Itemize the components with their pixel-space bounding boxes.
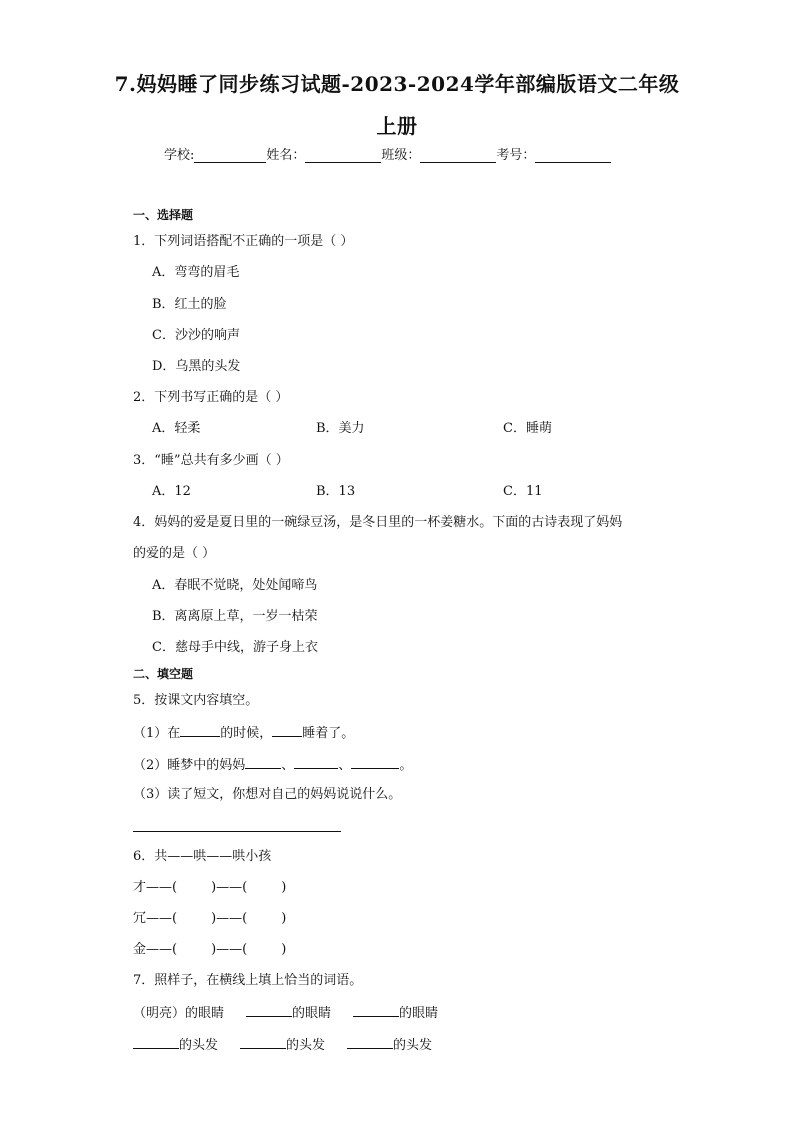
paren-left: ( xyxy=(242,911,248,926)
question-1-stem: 1．下列词语搭配不正确的一项是（ ） xyxy=(133,234,354,249)
q7-eyes-label: 的眼睛 xyxy=(399,1006,439,1021)
paren-right: ) xyxy=(281,942,287,957)
q5-p2-end: 。 xyxy=(399,758,413,773)
answer-blank xyxy=(180,723,220,737)
q7-hair-label: 的头发 xyxy=(393,1038,433,1053)
question-4-option-a: A．春眠不觉晓，处处闻啼鸟 xyxy=(152,578,318,593)
question-2-option-b: B．美力 xyxy=(316,421,365,436)
question-3-stem: 3．“睡”总共有多少画（ ） xyxy=(133,453,289,468)
q6-radical: 才 xyxy=(133,880,147,895)
dash: —— xyxy=(146,880,173,895)
q5-p2-sep: 、 xyxy=(281,758,295,773)
answer-blank xyxy=(133,1035,179,1049)
question-7-stem: 7．照样子，在横线上填上恰当的词语。 xyxy=(133,973,363,988)
paren-left: ( xyxy=(172,942,178,957)
class-label: 班级： xyxy=(381,148,421,163)
question-3-option-c: C．11 xyxy=(503,484,543,499)
question-3-option-b: B．13 xyxy=(316,484,356,499)
dash: —— xyxy=(146,911,173,926)
question-1-option-b: B．红土的脸 xyxy=(152,297,227,312)
answer-blank xyxy=(347,1035,393,1049)
paren-left: ( xyxy=(242,942,248,957)
q5-p1-text-b: 的时候， xyxy=(220,726,273,741)
q6-radical: 冗 xyxy=(133,911,147,926)
question-4-option-c: C．慈母手中线，游子身上衣 xyxy=(152,640,318,655)
question-6-row-1 xyxy=(133,879,286,897)
q5-p1-text-a: （1）在 xyxy=(133,726,181,741)
answer-line xyxy=(133,830,341,832)
question-2-option-a: A．轻柔 xyxy=(152,421,201,436)
q7-eyes-label: 的眼睛 xyxy=(292,1006,332,1021)
q7-hair-label: 的头发 xyxy=(286,1038,326,1053)
paren-right: ) xyxy=(211,911,217,926)
name-blank xyxy=(305,148,381,163)
question-3-option-a: A．12 xyxy=(152,484,191,499)
question-4-option-b: B．离离原上草，一岁一枯荣 xyxy=(152,609,318,624)
question-5-part-2 xyxy=(133,755,412,775)
paren-left: ( xyxy=(172,911,178,926)
answer-blank xyxy=(351,755,399,769)
dash: —— xyxy=(216,911,243,926)
question-6-row-3 xyxy=(133,941,286,959)
exam-no-label: 考号： xyxy=(496,148,536,163)
dash: —— xyxy=(146,942,173,957)
school-blank xyxy=(194,148,266,163)
paren-right: ) xyxy=(211,880,217,895)
question-4-stem-line2: 的爱的是（ ） xyxy=(133,546,216,561)
document-title-line2: 上册 xyxy=(376,114,418,138)
section-heading-fill: 二、填空题 xyxy=(133,667,194,681)
answer-blank xyxy=(245,755,281,769)
question-4-stem-line1: 4．妈妈的爱是夏日里的一碗绿豆汤，是冬日里的一杯姜糖水。下面的古诗表现了妈妈 xyxy=(133,515,623,530)
section-heading-choice: 一、选择题 xyxy=(133,208,194,222)
question-6-stem: 6．共——哄——哄小孩 xyxy=(133,849,272,864)
dash: —— xyxy=(216,942,243,957)
exam-no-blank xyxy=(535,148,611,163)
question-2-option-c: C．睡萌 xyxy=(503,421,552,436)
document-title-line1: 7.妈妈睡了同步练习试题-2023-2024学年部编版语文二年级 xyxy=(114,72,680,96)
dash: —— xyxy=(216,880,243,895)
question-5-stem: 5．按课文内容填空。 xyxy=(133,693,259,708)
q5-p2-text: （2）睡梦中的妈妈 xyxy=(133,758,246,773)
question-1-option-d: D．乌黑的头发 xyxy=(152,359,241,374)
answer-blank xyxy=(246,1003,292,1017)
question-5-part-3: （3）读了短文，你想对自己的妈妈说说什么。 xyxy=(133,787,402,802)
answer-blank xyxy=(240,1035,286,1049)
question-6-row-2 xyxy=(133,910,286,928)
student-info-line xyxy=(164,144,611,163)
paren-left: ( xyxy=(242,880,248,895)
q7-hair-label: 的头发 xyxy=(179,1038,219,1053)
paren-right: ) xyxy=(211,942,217,957)
q7-example: （明亮）的眼睛 xyxy=(133,1006,225,1021)
q5-p2-sep: 、 xyxy=(338,758,352,773)
q6-radical: 金 xyxy=(133,942,147,957)
question-2-stem: 2．下列书写正确的是（ ） xyxy=(133,390,289,405)
answer-blank xyxy=(272,723,302,737)
name-label: 姓名： xyxy=(266,148,306,163)
question-1-option-c: C．沙沙的响声 xyxy=(152,328,240,343)
school-label: 学校: xyxy=(164,148,195,163)
answer-blank xyxy=(353,1003,399,1017)
question-7-row-eyes xyxy=(133,1003,438,1023)
question-1-option-a: A．弯弯的眉毛 xyxy=(152,265,240,280)
paren-right: ) xyxy=(281,880,287,895)
question-7-row-hair xyxy=(133,1035,432,1055)
question-5-part-1 xyxy=(133,723,354,743)
class-blank xyxy=(420,148,496,163)
paren-right: ) xyxy=(281,911,287,926)
answer-blank xyxy=(294,755,338,769)
q5-p1-text-c: 睡着了。 xyxy=(302,726,355,741)
paren-left: ( xyxy=(172,880,178,895)
